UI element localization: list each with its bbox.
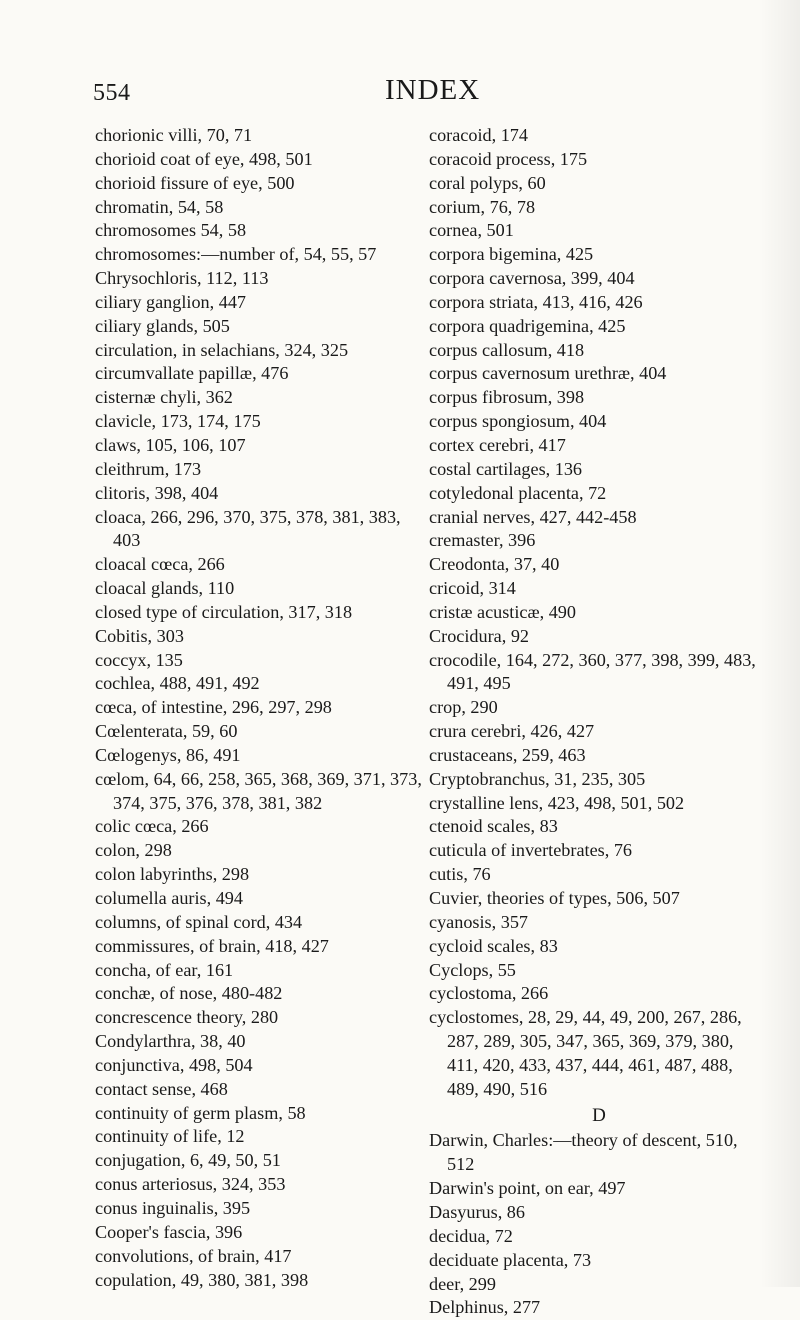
index-entry: Cœlogenys, 86, 491 — [95, 744, 241, 765]
index-entry: Chrysochloris, 112, 113 — [95, 268, 269, 289]
index-entry: chromatin, 54, 58 — [95, 196, 224, 217]
index-column-left — [95, 124, 430, 1292]
index-entry: continuity of life, 12 — [95, 1126, 245, 1147]
index-entry: crocodile, 164, 272, 360, 377, 398, 399, 483, 491, 495 — [429, 649, 756, 694]
index-entry: Dasyurus, 86 — [429, 1201, 525, 1222]
index-entry: Condylarthra, 38, 40 — [95, 1031, 246, 1052]
index-entry: crystalline lens, 423, 498, 501, 502 — [429, 792, 685, 813]
index-entry: cotyledonal placenta, 72 — [429, 482, 607, 503]
index-entry: chorioid fissure of eye, 500 — [95, 172, 295, 193]
index-entry: circulation, in selachians, 324, 325 — [95, 339, 349, 360]
running-head: INDEX — [385, 74, 481, 106]
index-entry: Delphinus, 277 — [429, 1297, 541, 1318]
index-entry: Cœlenterata, 59, 60 — [95, 721, 238, 742]
index-entry: cyclostomes, 28, 29, 44, 49, 200, 267, 286, 287, 289, 305, 347, 365, 369, 379, 380, 411, 420, 433, 437, 444, 461, 487, 488, 489, 490, 516 — [429, 1007, 742, 1099]
index-entry: corium, 76, 78 — [429, 196, 536, 217]
index-column-right — [429, 124, 769, 1320]
index-entry: cortex cerebri, 417 — [429, 434, 566, 455]
index-entry: convolutions, of brain, 417 — [95, 1245, 292, 1266]
index-entry: deciduate placenta, 73 — [429, 1249, 592, 1270]
index-entry: conjugation, 6, 49, 50, 51 — [95, 1150, 281, 1171]
index-entry: commissures, of brain, 418, 427 — [95, 935, 329, 956]
index-entry: colon labyrinths, 298 — [95, 864, 250, 885]
index-entry: cyclostoma, 266 — [429, 983, 549, 1004]
index-entry: cœca, of intestine, 296, 297, 298 — [95, 697, 332, 718]
page-header — [0, 74, 800, 114]
index-entry: closed type of circulation, 317, 318 — [95, 601, 353, 622]
index-entry: Darwin, Charles:—theory of descent, 510, 512 — [429, 1130, 738, 1175]
index-entry: cochlea, 488, 491, 492 — [95, 673, 260, 694]
index-entry: corpora cavernosa, 399, 404 — [429, 268, 635, 289]
index-entry: coracoid process, 175 — [429, 148, 588, 169]
index-entry: Cobitis, 303 — [95, 625, 184, 646]
index-entry: crura cerebri, 426, 427 — [429, 721, 595, 742]
index-entry: continuity of germ plasm, 58 — [95, 1102, 306, 1123]
index-entry: costal cartilages, 136 — [429, 458, 583, 479]
index-entry: deer, 299 — [429, 1273, 496, 1294]
index-entry: colic cœca, 266 — [95, 816, 209, 837]
index-entry: corpora quadrigemina, 425 — [429, 315, 626, 336]
index-entry: conchæ, of nose, 480-482 — [95, 983, 283, 1004]
index-entry: coral polyps, 60 — [429, 172, 546, 193]
index-entry: Creodonta, 37, 40 — [429, 554, 560, 575]
section-letter-d: D — [592, 1104, 606, 1126]
index-entry: cloaca, 266, 296, 370, 375, 378, 381, 383, 403 — [95, 506, 401, 551]
index-entry: crustaceans, 259, 463 — [429, 744, 586, 765]
page-edge-shadow — [760, 0, 800, 1287]
index-entry: cremaster, 396 — [429, 530, 536, 551]
index-entry: chorionic villi, 70, 71 — [95, 125, 253, 145]
index-entry: cyanosis, 357 — [429, 911, 529, 932]
index-entry: colon, 298 — [95, 840, 172, 861]
index-entry: contact sense, 468 — [95, 1078, 228, 1099]
index-entry: corpora bigemina, 425 — [429, 244, 594, 265]
index-entry: cricoid, 314 — [429, 578, 516, 599]
index-entry: ctenoid scales, 83 — [429, 816, 558, 837]
index-entry: cristæ acusticæ, 490 — [429, 601, 576, 622]
index-entry: coccyx, 135 — [95, 649, 183, 670]
index-entry: cuticula of invertebrates, 76 — [429, 840, 633, 861]
index-entry: Cyclops, 55 — [429, 959, 516, 980]
index-entry: chromosomes:—number of, 54, 55, 57 — [95, 244, 377, 265]
index-entry: chromosomes 54, 58 — [95, 220, 247, 241]
index-entry: cloacal cœca, 266 — [95, 554, 225, 575]
index-entry: conus inguinalis, 395 — [95, 1197, 251, 1218]
index-entry: corpus callosum, 418 — [429, 339, 585, 360]
index-entry: ciliary ganglion, 447 — [95, 291, 247, 312]
index-entry: clitoris, 398, 404 — [95, 482, 219, 503]
index-entry: cutis, 76 — [429, 864, 491, 885]
index-entry: decidua, 72 — [429, 1225, 513, 1246]
index-entry: cornea, 501 — [429, 220, 514, 241]
index-entry: copulation, 49, 380, 381, 398 — [95, 1269, 309, 1290]
index-entry: coracoid, 174 — [429, 125, 528, 145]
index-entry: corpus cavernosum urethræ, 404 — [429, 363, 667, 384]
index-entry: cloacal glands, 110 — [95, 578, 235, 599]
index-entry: conus arteriosus, 324, 353 — [95, 1174, 286, 1195]
index-entry: claws, 105, 106, 107 — [95, 434, 246, 455]
index-entry: columella auris, 494 — [95, 888, 243, 908]
index-entry: cisternæ chyli, 362 — [95, 387, 233, 408]
index-entry: conjunctiva, 498, 504 — [95, 1054, 253, 1075]
index-entry: circumvallate papillæ, 476 — [95, 363, 289, 384]
page-number: 554 — [93, 80, 131, 106]
index-entry: Darwin's point, on ear, 497 — [429, 1178, 626, 1199]
index-entry: Cuvier, theories of types, 506, 507 — [429, 888, 680, 908]
index-entry: cleithrum, 173 — [95, 458, 202, 479]
index-entry: corpus fibrosum, 398 — [429, 387, 585, 408]
index-entry: clavicle, 173, 174, 175 — [95, 411, 261, 432]
index-entry: cycloid scales, 83 — [429, 935, 558, 956]
index-entry: concrescence theory, 280 — [95, 1007, 279, 1028]
index-entry: crop, 290 — [429, 697, 498, 718]
index-entry: Cooper's fascia, 396 — [95, 1221, 243, 1242]
index-entry: concha, of ear, 161 — [95, 959, 234, 980]
index-entry: chorioid coat of eye, 498, 501 — [95, 148, 313, 169]
index-entry: corpus spongiosum, 404 — [429, 411, 607, 432]
index-entry: corpora striata, 413, 416, 426 — [429, 291, 643, 312]
index-entry: ciliary glands, 505 — [95, 315, 230, 336]
index-entry: cœlom, 64, 66, 258, 365, 368, 369, 371, 373, 374, 375, 376, 378, 381, 382 — [95, 768, 422, 813]
index-entry: Crocidura, 92 — [429, 625, 530, 646]
index-entry: cranial nerves, 427, 442-458 — [429, 506, 637, 527]
index-entry: Cryptobranchus, 31, 235, 305 — [429, 768, 646, 789]
index-entry: columns, of spinal cord, 434 — [95, 911, 303, 932]
